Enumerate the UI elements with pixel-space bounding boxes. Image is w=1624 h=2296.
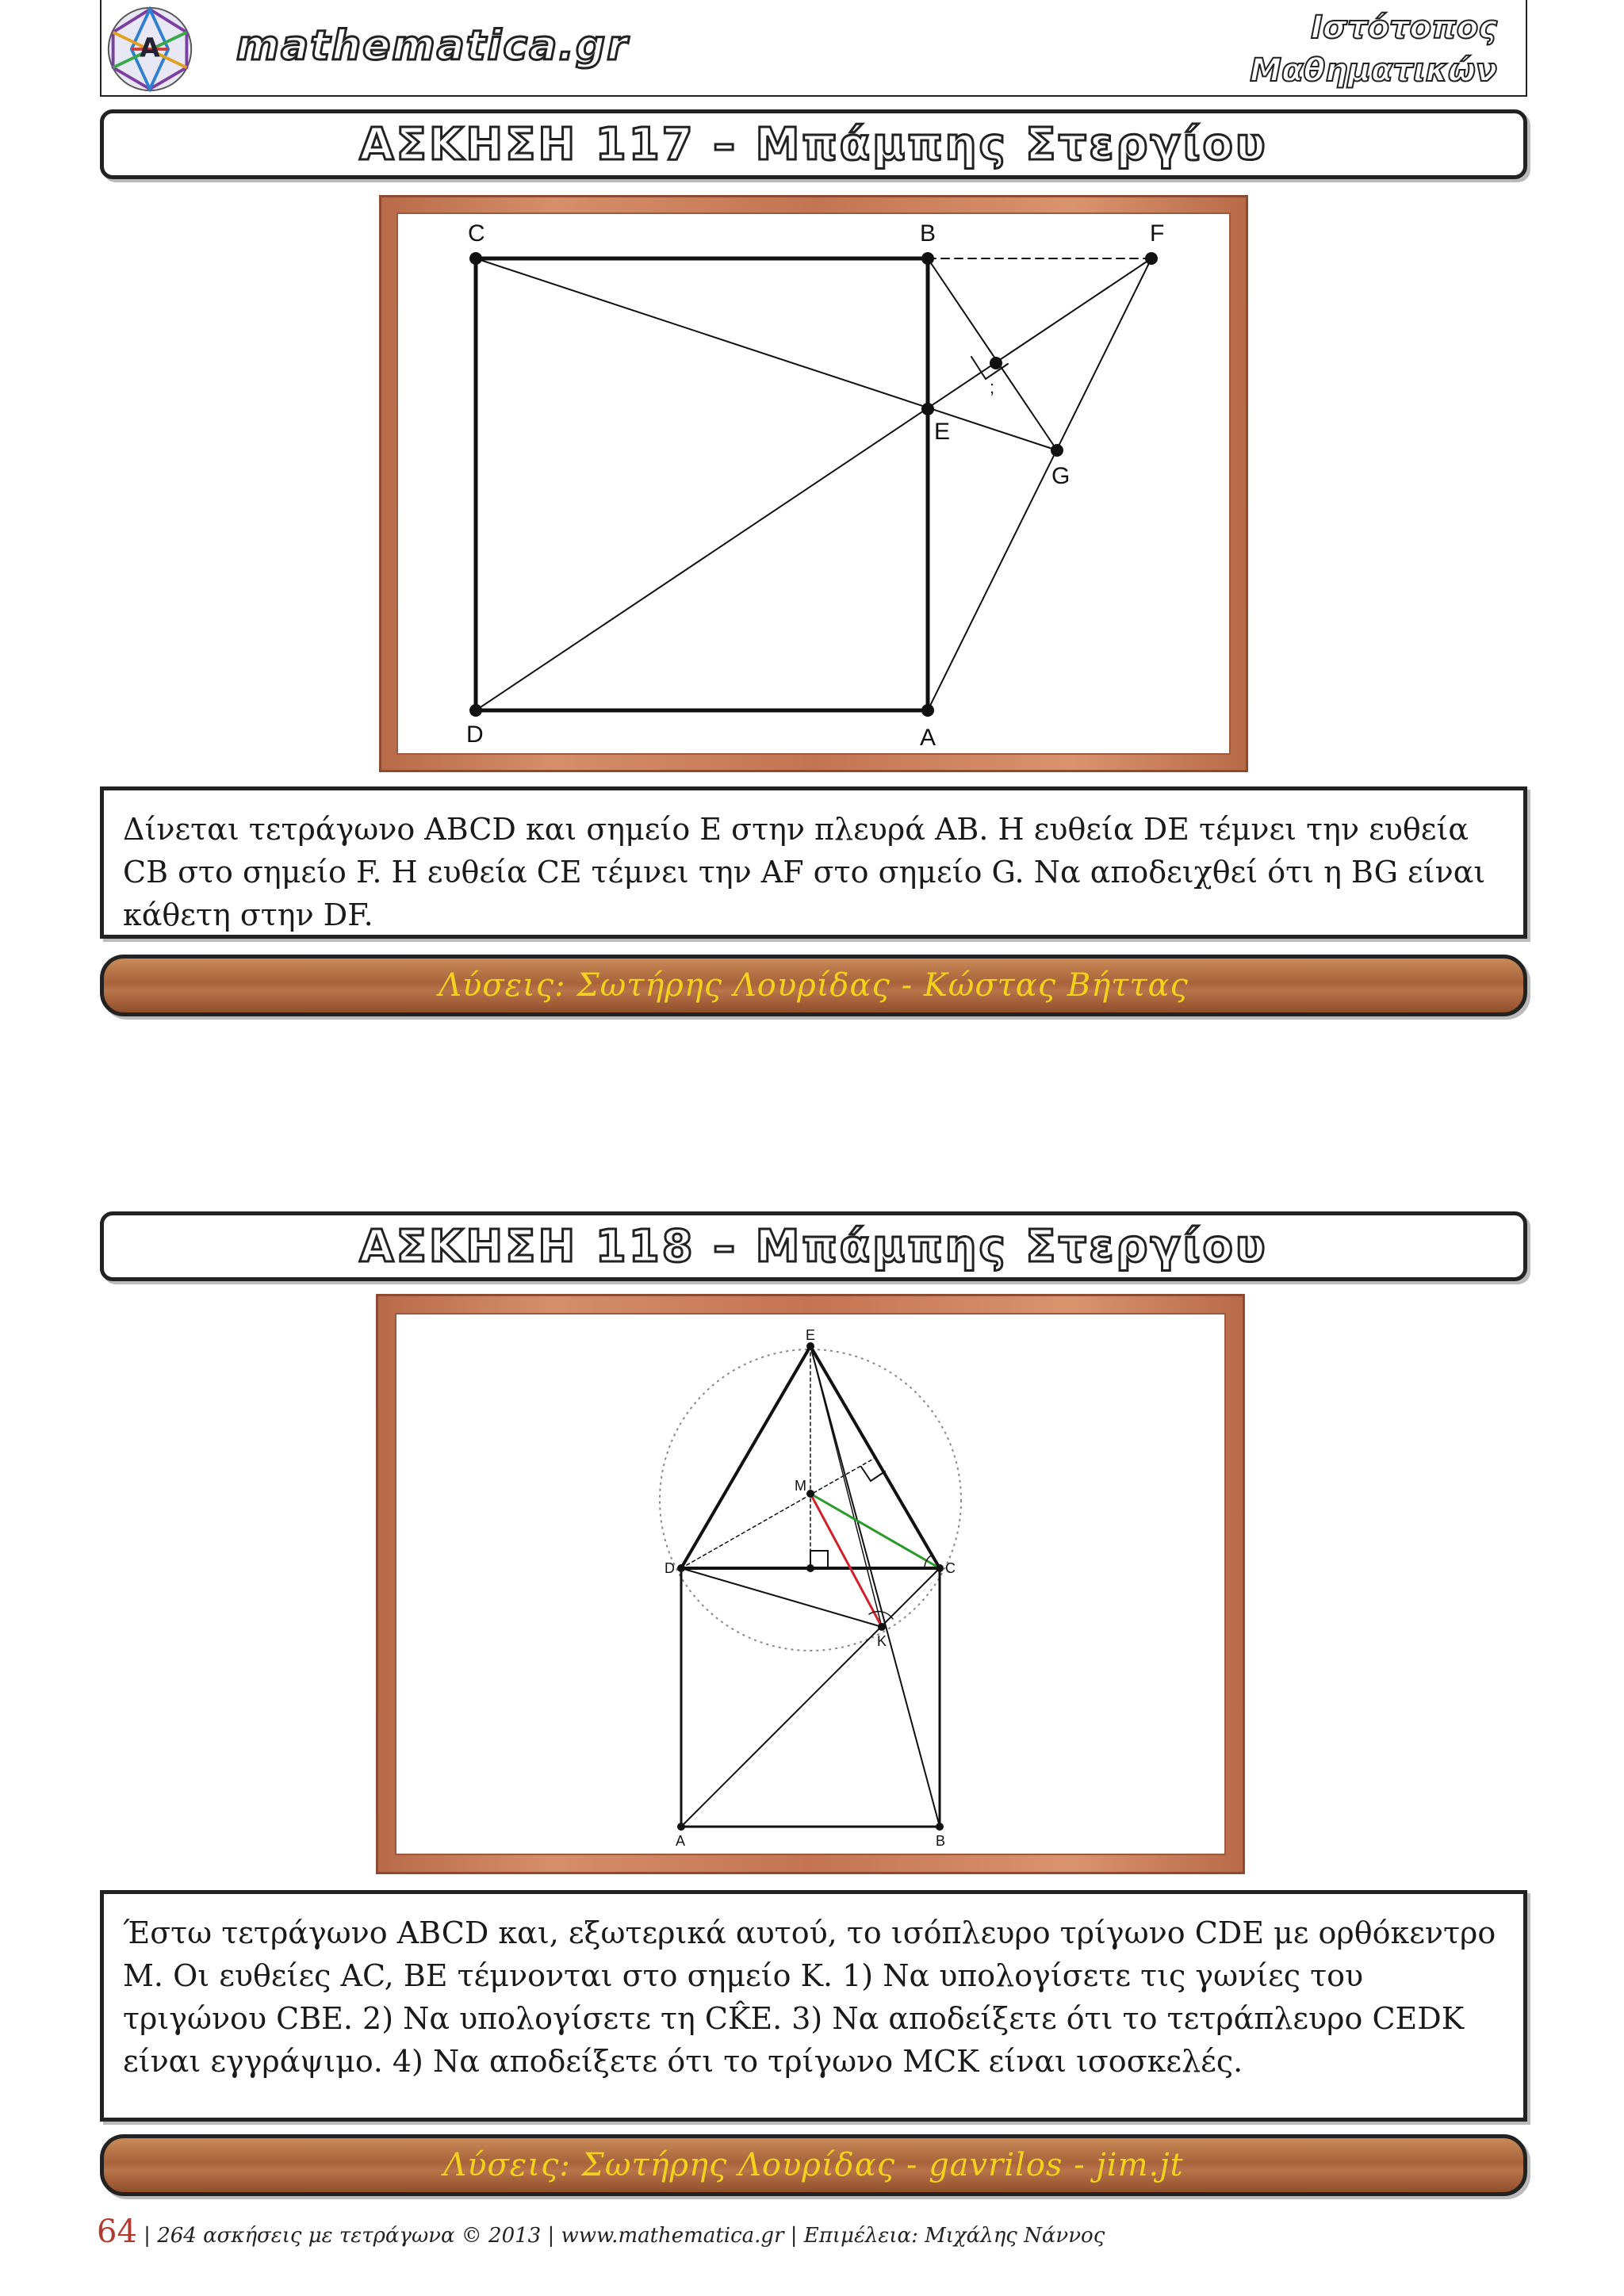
site-logo [102, 3, 198, 95]
point-m [806, 1490, 814, 1498]
page-number: 64 [97, 2214, 137, 2250]
label-d: D [665, 1560, 675, 1576]
label-k: K [877, 1633, 887, 1649]
point-e [921, 403, 934, 415]
label-a: A [676, 1833, 686, 1849]
exercise-118-problem-text: Έστω τετράγωνο ABCD και, εξωτερικά αυτού, το ισόπλευρο τρίγωνο CDE με ορθόκεντρο M. Οι ευθείες AC, BE τέμνονται στο σημείο K. 1) Να υπολογίσετε τις γωνίες του τριγώνου CBE. 2) Να υπολογίσετε τη CK̂E. 3) Να αποδείξετε ότι το τετράπλευρο CEDK είναι εγγράψιμο. 4) Να αποδείξετε ότι το τρίγωνο MCK είναι ισοσκελές. [123, 1915, 1496, 2079]
line-be [810, 1346, 940, 1827]
exercise-117-solutions-banner[interactable] [100, 955, 1527, 1016]
label-b: B [920, 220, 936, 247]
exercise-117-figure [379, 195, 1248, 772]
point-f [1145, 252, 1158, 265]
page-footer [97, 2214, 1105, 2250]
label-g: G [1051, 463, 1071, 489]
footer-text: | 264 ασκήσεις με τετράγωνα © 2013 | www.mathematica.gr | Επιμέλεια: Μιχάλης Νάννος [144, 2224, 1105, 2248]
segment-dk [681, 1568, 882, 1627]
exercise-118-solutions-text: Λύσεις: Σωτήρης Λουρίδας - gavrilos - jim.jt [443, 2147, 1184, 2183]
point-foot [990, 357, 1002, 369]
label-a: A [920, 725, 936, 751]
label-c: C [468, 220, 485, 247]
exercise-117-solutions-text: Λύσεις: Σωτήρης Λουρίδας - Κώστας Βήττας [439, 967, 1189, 1004]
exercise-117-title-box [100, 109, 1527, 179]
exercise-117-problem-text: Δίνεται τετράγωνο ABCD και σημείο E στην πλευρά AB. Η ευθεία DE τέμνει την ευθεία CB στο σημείο F. Η ευθεία CE τέμνει την AF στο σημείο G. Να αποδειχθεί ότι η BG είναι κάθετη στην DF. [123, 812, 1486, 932]
site-tagline [1250, 6, 1497, 92]
altitude-d [681, 1457, 876, 1568]
point-d [677, 1564, 685, 1572]
tagline-line-1: Ιστότοπος [1311, 10, 1497, 46]
tagline-line-2: Μαθηματικών [1250, 52, 1497, 89]
segment-ek [810, 1346, 882, 1627]
point-mid-dc [806, 1564, 814, 1572]
label-question: ; [990, 377, 995, 397]
exercise-118-title-box [100, 1211, 1527, 1281]
exercise-118-title: ΑΣΚΗΣΗ 118 – Μπάμπης Στεργίου [359, 1220, 1268, 1272]
exercise-118-problem [100, 1890, 1527, 2122]
svg-text:A: A [140, 32, 160, 63]
point-a [677, 1823, 685, 1831]
label-e: E [934, 419, 951, 445]
point-b [936, 1823, 944, 1831]
point-g [1051, 444, 1063, 457]
point-e [806, 1342, 814, 1350]
label-b: B [936, 1833, 946, 1849]
exercise-117-figure-frame [379, 195, 1248, 772]
exercise-118-solutions-banner[interactable] [100, 2134, 1527, 2196]
line-af [928, 258, 1151, 710]
exercise-117-problem [100, 786, 1527, 939]
label-f: F [1150, 220, 1165, 247]
exercise-117-title: ΑΣΚΗΣΗ 117 – Μπάμπης Στεργίου [359, 118, 1268, 170]
label-e: E [806, 1327, 816, 1343]
site-name: mathematica.gr [236, 22, 629, 70]
exercise-118-figure-frame [376, 1294, 1245, 1874]
line-df [476, 258, 1151, 710]
square-abcd [476, 258, 928, 710]
line-cg [476, 258, 1057, 450]
point-c [936, 1564, 944, 1572]
label-m: M [795, 1478, 806, 1494]
point-c [469, 252, 482, 265]
diagonal-ac [681, 1568, 940, 1827]
point-d [469, 704, 482, 717]
label-c: C [945, 1560, 956, 1576]
point-a [921, 704, 934, 717]
label-d: D [466, 721, 484, 748]
point-k [878, 1623, 886, 1631]
point-b [921, 252, 934, 265]
exercise-118-figure [376, 1294, 1245, 1874]
